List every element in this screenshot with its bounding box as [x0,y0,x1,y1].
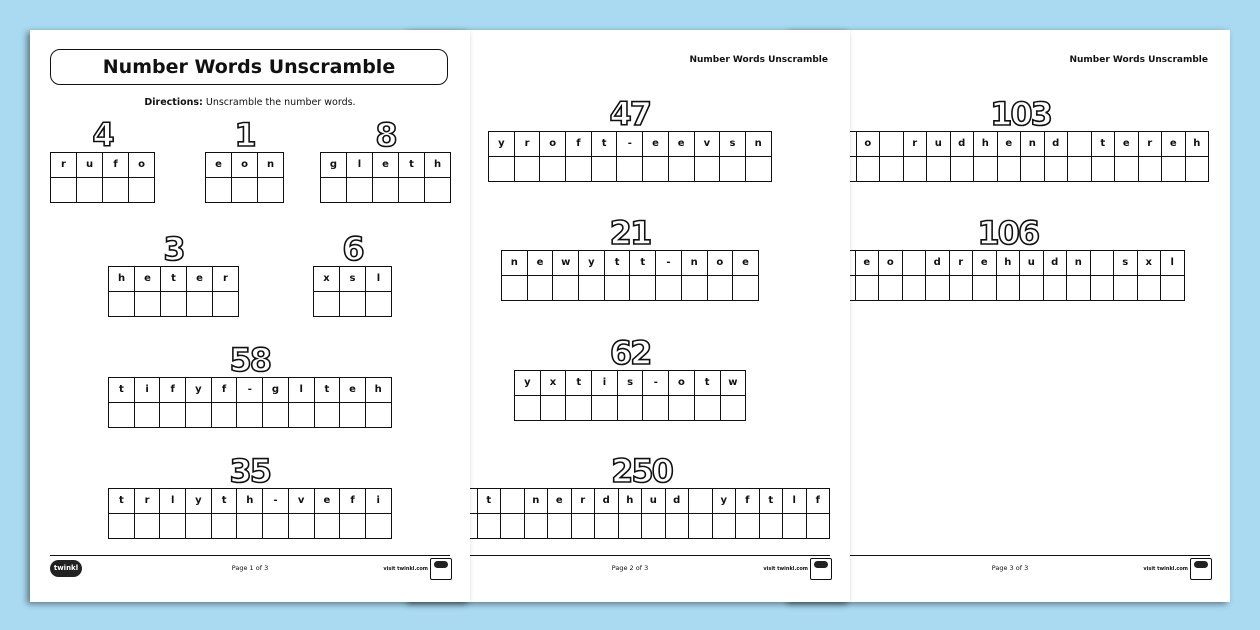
scrambled-letter-cell: t [161,267,187,292]
letter-grid [501,250,759,301]
answer-cell[interactable] [1115,157,1139,182]
scrambled-letter-cell: t [630,251,656,276]
answer-cell[interactable] [1020,276,1044,301]
scrambled-letter-cell: f [340,489,366,514]
scrambled-letter-cell: o [708,251,734,276]
scrambled-letter-cell: e [315,489,341,514]
scrambled-letter-cell: e [973,251,997,276]
letter-grid [831,250,1185,301]
scrambled-letter-cell: l [366,267,392,292]
puzzle-3 [108,230,239,317]
quality-badge-icon [430,558,452,580]
page-number: Page 1 of 3 [231,564,269,572]
scrambled-letter-cell: t [605,251,631,276]
scrambled-letter-cell [501,489,525,514]
scrambled-letter-cell: r [950,251,974,276]
answer-cell[interactable] [713,514,737,539]
answer-cell[interactable] [857,157,881,182]
quality-badge-icon [810,558,832,580]
scrambled-letter-cell: s [1114,251,1138,276]
scrambled-letter-cell: - [617,132,643,157]
answer-cell[interactable] [566,157,592,182]
answer-cell[interactable] [315,514,341,539]
puzzle-106 [831,214,1185,301]
scrambled-letter-cell: o [232,153,258,178]
answer-cell[interactable] [1044,276,1068,301]
answer-cell[interactable] [974,157,998,182]
answer-cell[interactable] [592,396,618,421]
scrambled-letter-cell: - [643,371,669,396]
answer-cell[interactable] [212,514,238,539]
answer-cell[interactable] [579,276,605,301]
puzzle-1 [205,116,284,203]
puzzle-number: 103 [990,95,1051,133]
scrambled-letter-cell: h [109,267,135,292]
scrambled-letter-cell: t [478,489,502,514]
scrambled-letter-cell: o [669,371,695,396]
scrambled-letter-cell: e [135,267,161,292]
scrambled-letter-cell: t [109,378,135,403]
answer-cell[interactable] [340,514,366,539]
answer-cell[interactable] [1138,276,1162,301]
answer-cell[interactable] [135,514,161,539]
footer-divider [810,555,1210,556]
answer-cell[interactable] [489,157,515,182]
visit-link[interactable]: visit twinkl.com [383,566,428,572]
answer-cell[interactable] [135,292,161,317]
answer-cell[interactable] [807,514,831,539]
puzzle-number: 21 [609,214,651,252]
scrambled-letter-cell: h [974,132,998,157]
answer-cell[interactable] [160,514,186,539]
answer-cell[interactable] [366,292,392,317]
scrambled-letter-cell: r [213,267,239,292]
letter-grid [832,131,1209,182]
scrambled-letter-cell: r [135,489,161,514]
answer-cell[interactable] [642,514,666,539]
answer-cell[interactable] [109,514,135,539]
scrambled-letter-cell [880,132,904,157]
letter-grid [320,152,451,203]
scrambled-letter-cell: e [643,132,669,157]
puzzle-number: 250 [611,452,672,490]
answer-cell[interactable] [263,514,289,539]
answer-cell[interactable] [1139,157,1163,182]
scrambled-letter-cell: n [682,251,708,276]
letter-grid [50,152,155,203]
scrambled-letter-cell: t [1092,132,1116,157]
letter-grid [108,488,392,539]
worksheet-page-1 [30,30,470,602]
puzzle-number: 6 [342,230,363,268]
answer-cell[interactable] [695,396,721,421]
answer-cell[interactable] [1067,276,1091,301]
scrambled-letter-cell: - [237,378,263,403]
answer-cell[interactable] [880,157,904,182]
scrambled-letter-cell: g [321,153,347,178]
answer-cell[interactable] [478,514,502,539]
answer-cell[interactable] [237,403,263,428]
scrambled-letter-cell: x [1138,251,1162,276]
scrambled-letter-cell: h [997,251,1021,276]
scrambled-letter-cell [903,251,927,276]
answer-cell[interactable] [720,157,746,182]
answer-cell[interactable] [998,157,1022,182]
scrambled-letter-cell: w [553,251,579,276]
scrambled-letter-cell: s [340,267,366,292]
scrambled-letter-cell: i [592,371,618,396]
scrambled-letter-cell: v [695,132,721,157]
answer-cell[interactable] [77,178,103,203]
scrambled-letter-cell: x [541,371,567,396]
answer-cell[interactable] [540,157,566,182]
answer-cell[interactable] [321,178,347,203]
scrambled-letter-cell: y [186,378,212,403]
page-number: Page 3 of 3 [991,564,1029,572]
letter-grid [205,152,284,203]
letter-grid [453,488,830,539]
answer-cell[interactable] [566,396,592,421]
puzzle-number: 8 [375,116,396,154]
answer-cell[interactable] [109,403,135,428]
puzzle-number: 35 [229,452,271,490]
scrambled-letter-cell: e [1115,132,1139,157]
answer-cell[interactable] [314,292,340,317]
quality-badge-icon [1190,558,1212,580]
worksheet-title: Number Words Unscramble [50,49,448,85]
scrambled-letter-cell: y [489,132,515,157]
answer-cell[interactable] [289,403,315,428]
answer-cell[interactable] [708,276,734,301]
scrambled-letter-cell: n [525,489,549,514]
scrambled-letter-cell: n [502,251,528,276]
answer-cell[interactable] [425,178,451,203]
answer-cell[interactable] [669,396,695,421]
scrambled-letter-cell: - [263,489,289,514]
scrambled-letter-cell: r [1139,132,1163,157]
answer-cell[interactable] [186,514,212,539]
scrambled-letter-cell: d [666,489,690,514]
answer-cell[interactable] [212,403,238,428]
puzzle-number: 62 [609,334,651,372]
scrambled-letter-cell: o [540,132,566,157]
scrambled-letter-cell: u [1020,251,1044,276]
scrambled-letter-cell: x [314,267,340,292]
puzzle-number: 3 [163,230,184,268]
answer-cell[interactable] [548,514,572,539]
answer-cell[interactable] [926,276,950,301]
scrambled-letter-cell: t [760,489,784,514]
answer-cell[interactable] [340,403,366,428]
worksheet-page-2 [410,30,850,602]
scrambled-letter-cell: f [566,132,592,157]
answer-cell[interactable] [501,514,525,539]
answer-cell[interactable] [927,157,951,182]
directions-text: Unscramble the number words. [202,97,356,108]
answer-cell[interactable] [528,276,554,301]
footer-divider [50,555,450,556]
answer-cell[interactable] [783,514,807,539]
answer-cell[interactable] [232,178,258,203]
answer-cell[interactable] [951,157,975,182]
scrambled-letter-cell: l [347,153,373,178]
scrambled-letter-cell: i [366,489,392,514]
answer-cell[interactable] [1186,157,1210,182]
answer-cell[interactable] [213,292,239,317]
scrambled-letter-cell: e [998,132,1022,157]
answer-cell[interactable] [630,276,656,301]
scrambled-letter-cell: o [879,251,903,276]
scrambled-letter-cell: f [736,489,760,514]
answer-cell[interactable] [736,514,760,539]
scrambled-letter-cell: e [206,153,232,178]
scrambled-letter-cell: l [1161,251,1185,276]
scrambled-letter-cell: i [135,378,161,403]
scrambled-letter-cell: y [515,371,541,396]
scrambled-letter-cell: d [595,489,619,514]
answer-cell[interactable] [689,514,713,539]
answer-cell[interactable] [643,157,669,182]
puzzle-35 [108,452,392,539]
answer-cell[interactable] [617,157,643,182]
answer-cell[interactable] [525,514,549,539]
scrambled-letter-cell: r [904,132,928,157]
scrambled-letter-cell: n [1021,132,1045,157]
answer-cell[interactable] [186,403,212,428]
letter-grid [313,266,392,317]
scrambled-letter-cell: e [1162,132,1186,157]
scrambled-letter-cell: h [366,378,392,403]
answer-cell[interactable] [973,276,997,301]
answer-cell[interactable] [1162,157,1186,182]
scrambled-letter-cell: r [572,489,596,514]
answer-cell[interactable] [721,396,747,421]
answer-cell[interactable] [541,396,567,421]
scrambled-letter-cell: s [618,371,644,396]
puzzle-103 [832,95,1209,182]
answer-cell[interactable] [1161,276,1185,301]
scrambled-letter-cell: h [619,489,643,514]
scrambled-letter-cell: y [186,489,212,514]
answer-cell[interactable] [502,276,528,301]
directions-label: Directions: [144,97,203,108]
answer-cell[interactable] [258,178,284,203]
puzzle-number: 4 [92,116,113,154]
scrambled-letter-cell: y [713,489,737,514]
scrambled-letter-cell: l [289,378,315,403]
letter-grid [514,370,746,421]
scrambled-letter-cell: u [927,132,951,157]
scrambled-letter-cell: e [733,251,759,276]
page-number: Page 2 of 3 [611,564,649,572]
answer-cell[interactable] [997,276,1021,301]
puzzle-number: 1 [234,116,255,154]
scrambled-letter-cell: e [856,251,880,276]
scrambled-letter-cell: f [103,153,129,178]
answer-cell[interactable] [695,157,721,182]
answer-cell[interactable] [746,157,772,182]
answer-cell[interactable] [161,292,187,317]
answer-cell[interactable] [206,178,232,203]
answer-cell[interactable] [619,514,643,539]
answer-cell[interactable] [553,276,579,301]
answer-cell[interactable] [51,178,77,203]
scrambled-letter-cell: e [669,132,695,157]
scrambled-letter-cell: d [926,251,950,276]
visit-link[interactable]: visit twinkl.com [1143,566,1188,572]
answer-cell[interactable] [373,178,399,203]
scrambled-letter-cell: n [746,132,772,157]
puzzle-number: 58 [229,341,271,379]
puzzle-8 [320,116,451,203]
answer-cell[interactable] [1021,157,1045,182]
scrambled-letter-cell: d [1044,251,1068,276]
scrambled-letter-cell: f [807,489,831,514]
scrambled-letter-cell: u [642,489,666,514]
scrambled-letter-cell: g [263,378,289,403]
answer-cell[interactable] [315,403,341,428]
puzzle-number: 106 [977,214,1039,252]
puzzle-47 [488,95,772,182]
answer-cell[interactable] [656,276,682,301]
answer-cell[interactable] [340,292,366,317]
scrambled-letter-cell: e [373,153,399,178]
answer-cell[interactable] [682,276,708,301]
answer-cell[interactable] [160,403,186,428]
answer-cell[interactable] [263,403,289,428]
answer-cell[interactable] [109,292,135,317]
directions [30,97,470,108]
answer-cell[interactable] [592,157,618,182]
scrambled-letter-cell: r [51,153,77,178]
scrambled-letter-cell: l [160,489,186,514]
answer-cell[interactable] [904,157,928,182]
scrambled-letter-cell: t [399,153,425,178]
scrambled-letter-cell: h [425,153,451,178]
scrambled-letter-cell: e [528,251,554,276]
scrambled-letter-cell: y [579,251,605,276]
scrambled-letter-cell: t [212,489,238,514]
scrambled-letter-cell: e [340,378,366,403]
answer-cell[interactable] [366,403,392,428]
answer-cell[interactable] [347,178,373,203]
worksheet-page-3 [790,30,1230,602]
puzzle-6 [313,230,392,317]
scrambled-letter-cell: o [129,153,155,178]
answer-cell[interactable] [135,403,161,428]
scrambled-letter-cell: t [566,371,592,396]
answer-cell[interactable] [856,276,880,301]
scrambled-letter-cell [689,489,713,514]
page-header: Number Words Unscramble [689,55,828,65]
scrambled-letter-cell [1068,132,1092,157]
answer-cell[interactable] [187,292,213,317]
scrambled-letter-cell: l [783,489,807,514]
answer-cell[interactable] [515,396,541,421]
answer-cell[interactable] [666,514,690,539]
scrambled-letter-cell [1091,251,1115,276]
answer-cell[interactable] [515,157,541,182]
scrambled-letter-cell: h [237,489,263,514]
scrambled-letter-cell: u [77,153,103,178]
puzzle-62 [514,334,746,421]
answer-cell[interactable] [595,514,619,539]
answer-cell[interactable] [103,178,129,203]
answer-cell[interactable] [572,514,596,539]
scrambled-letter-cell: r [515,132,541,157]
answer-cell[interactable] [643,396,669,421]
answer-cell[interactable] [605,276,631,301]
scrambled-letter-cell: f [212,378,238,403]
scrambled-letter-cell: - [656,251,682,276]
puzzle-58 [108,341,392,428]
puzzle-250 [453,452,830,539]
answer-cell[interactable] [1045,157,1069,182]
scrambled-letter-cell: f [160,378,186,403]
page-header: Number Words Unscramble [1069,55,1208,65]
answer-cell[interactable] [760,514,784,539]
puzzle-4 [50,116,155,203]
answer-cell[interactable] [129,178,155,203]
answer-cell[interactable] [1091,276,1115,301]
scrambled-letter-cell: n [258,153,284,178]
answer-cell[interactable] [399,178,425,203]
answer-cell[interactable] [237,514,263,539]
letter-grid [108,266,239,317]
answer-cell[interactable] [903,276,927,301]
scrambled-letter-cell: t [592,132,618,157]
answer-cell[interactable] [1114,276,1138,301]
scrambled-letter-cell: w [721,371,747,396]
answer-cell[interactable] [618,396,644,421]
twinkl-logo: twinkl [50,560,82,577]
answer-cell[interactable] [879,276,903,301]
scrambled-letter-cell: d [951,132,975,157]
scrambled-letter-cell: h [1186,132,1210,157]
scrambled-letter-cell: t [315,378,341,403]
letter-grid [488,131,772,182]
answer-cell[interactable] [1092,157,1116,182]
scrambled-letter-cell: e [187,267,213,292]
footer-divider [430,555,830,556]
scrambled-letter-cell: d [1045,132,1069,157]
answer-cell[interactable] [950,276,974,301]
visit-link[interactable]: visit twinkl.com [763,566,808,572]
letter-grid [108,377,392,428]
answer-cell[interactable] [669,157,695,182]
answer-cell[interactable] [289,514,315,539]
scrambled-letter-cell: s [720,132,746,157]
scrambled-letter-cell: t [695,371,721,396]
answer-cell[interactable] [366,514,392,539]
answer-cell[interactable] [1068,157,1092,182]
scrambled-letter-cell: v [289,489,315,514]
puzzle-number: 47 [609,95,651,133]
answer-cell[interactable] [733,276,759,301]
scrambled-letter-cell: o [857,132,881,157]
scrambled-letter-cell: n [1067,251,1091,276]
scrambled-letter-cell: e [548,489,572,514]
puzzle-21 [501,214,759,301]
scrambled-letter-cell: t [109,489,135,514]
